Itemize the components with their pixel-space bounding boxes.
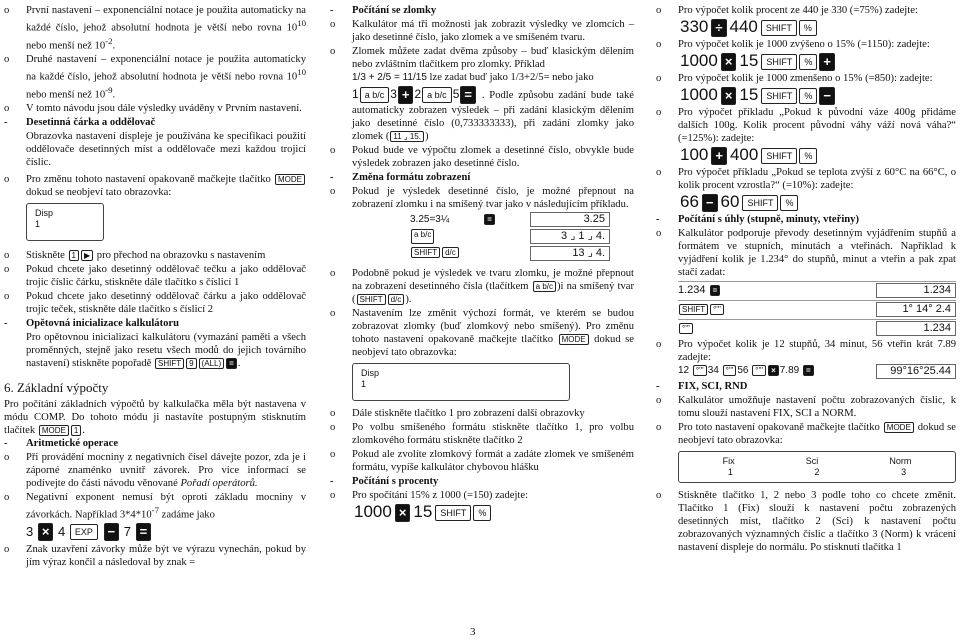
list-item: o Pokud bude ve výpočtu zlomek a desetinné číslo, obvykle bude výsledek zobrazen jako desetinné číslo. [330, 145, 634, 169]
plus-key-icon: + [819, 53, 835, 71]
times-key-icon: × [395, 504, 411, 522]
page-number: 3 [470, 626, 476, 638]
list-item: o Kalkulátor podporuje převody desetinným vyjádřením stupňů a formátem ve stupních, minutách a vteřinách. Například k vyjádření kolik je 1.234° do stupňů, minut a vteřin a pak zpat stačí zadat: [656, 228, 956, 278]
list-item: o Pro výpočet kolik je 1000 zvýšeno o 15% (=1150): zadejte: 1000 × 15 SHIFT % + [656, 38, 956, 71]
section-heading: - Desetinná čárka a oddělovač [4, 117, 156, 129]
percent-key-icon: % [473, 505, 491, 521]
section-heading: - Opětovná inicializace kalkulátoru [4, 318, 180, 330]
shift-key-icon: SHIFT [742, 195, 778, 211]
times-key-icon: × [38, 523, 54, 541]
all-key-icon: (ALL) [199, 358, 225, 369]
shift-key-icon: SHIFT [761, 148, 797, 164]
fraction-display: 11 ⌟ 15. [390, 131, 424, 142]
list-item: o Pokud je výsledek desetinné číslo, je možné přepnout na zobrazení zlomku i na smíšený tvar jako v následujícím příkladu. [330, 186, 634, 210]
dc-key-icon: d/c [442, 247, 459, 258]
list-item: o Při provádění mocniny z negativních čísel dávejte pozor, zda je i záporné znaménko uvnitř závorek. Pro více informací se podívejte do části návodu věnované Pořadí operátorů. [4, 452, 306, 490]
list-item: o Kalkulátor má tři možnosti jak zobrazit výsledky ve zlomcích – jako desetinné číslo, jako zlomek a ve smíšeném tvaru. [330, 19, 634, 43]
lcd-screen [26, 203, 104, 241]
degree-key-icon: °''' [752, 365, 766, 376]
times-key-icon: × [768, 365, 779, 376]
list-item: o V tomto návodu jsou dále výsledky uváděny v Prvním nastavení. [4, 103, 302, 115]
list-item: o Negativní exponent nemusí být oproti základu mocniny v závorkách. Například $3*4*10^{-7}$ zadáme jako 3 × 4 EXP − 7 = [4, 491, 306, 542]
divide-key-icon: ÷ [711, 19, 726, 37]
list-item: o Pro toto nastavení opakovaně mačkejte tlačítko MODE dokud se neobjeví tato obrazovka: [656, 422, 956, 446]
list-item: o Pro výpočet kolik procent ze 440 je 330 (=75%) zadejte: 330 ÷ 440 SHIFT % [656, 4, 956, 37]
minus-key-icon: − [819, 87, 835, 105]
mode-key-icon: MODE [884, 422, 914, 433]
mode-key-icon: MODE [275, 174, 305, 185]
list-item: o Pro spočítání 15% z 1000 (=150) zadejte: 1000 × 15 SHIFT % [330, 489, 634, 522]
list-item: o Znak uzavření závorky může být ve výrazu vynechán, pokud by jím výraz končil a následoval by znak = [4, 543, 306, 568]
equals-key-icon: = [226, 358, 237, 369]
list-item: o Zlomek můžete zadat dvěma způsoby – buď klasickým dělením nebo zvláštním tlačítkem pro zlomky. Příklad 1/3 + 2/5 = 11/15 lze zadat buď jako 1/3+2/5= nebo jako 1 a b/c 3 + 2 a b/c 5 = . Podle způsobu zadání bude také automaticky zobrazen výsledek – při zadání klasickým dělením jako desetinné číslo (0,733333333), při zadání zlomky jako zlomek ( 11 ⌟ 15. ) [330, 46, 634, 142]
lcd-screen: Fix Sci Norm 1 2 3 [678, 451, 956, 483]
key-sequence: 100 + 400 SHIFT % [678, 145, 956, 165]
right-arrow-key-icon: ▶ [81, 250, 93, 261]
key-sequence: 1000 × 15 SHIFT % + [678, 51, 956, 71]
degree-key-icon: °''' [710, 304, 724, 315]
shift-key-icon: SHIFT [155, 358, 184, 369]
chapter-heading: 6. Základní výpočty [4, 380, 109, 396]
degree-key-icon: °''' [693, 365, 707, 376]
key-1-icon: 1 [71, 425, 81, 436]
equals-key-icon: = [803, 365, 814, 376]
example-block: 3.25=3¼ = 3.25 a b/c 3 ⌟ 1 ⌟ 4. SHIFT d/c 13 ⌟ 4. [410, 212, 610, 261]
list-item: o Pokud chcete jako desetinný oddělovač tečku a jako oddělovač trojic číslic čárku, stiskněte dále tlačítko s číslicí 1 [4, 264, 306, 289]
equals-key-icon: = [136, 523, 152, 541]
shift-key-icon: SHIFT [357, 294, 386, 305]
key-sequence: 66 − 60 SHIFT % [678, 192, 956, 212]
angle-row: SHIFT °''' 1° 14° 2.4 [678, 300, 956, 317]
key-9-icon: 9 [186, 358, 196, 369]
minus-key-icon: − [702, 194, 718, 212]
percent-key-icon: % [799, 20, 817, 36]
column-3 [656, 4, 956, 555]
key-1-icon: 1 [69, 250, 79, 261]
percent-key-icon: % [799, 88, 817, 104]
shift-key-icon: SHIFT [679, 304, 708, 315]
angle-row: °''' 1.234 [678, 319, 956, 336]
times-key-icon: × [721, 53, 737, 71]
list-item: o Dále stiskněte tlačítko 1 pro zobrazení další obrazovky [330, 408, 585, 419]
list-item: o Pro výpočet příkladu „Pokud se teplota zvýší z 60°C na 66°C, o kolik procent vzrostla?“ (=10%): zadejte: 66 − 60 SHIFT % [656, 167, 956, 211]
abc-key-icon: a b/c [422, 87, 452, 103]
section-heading: - Aritmetické operace [4, 438, 119, 450]
list-item: o Podobně pokud je výsledek ve tvaru zlomku, je možné přepnout na zobrazení desetinného čísla (tlačítkem a b/c )i na smíšený tvar ( SHIFT d/c ). [330, 268, 634, 305]
percent-key-icon: % [799, 148, 817, 164]
list-item: o Pro změnu tohoto nastavení opakovaně mačkejte tlačítko MODE dokud se neobjeví tato obrazovka: [4, 173, 306, 199]
list-item: o Nastavením lze změnit výchozí formát, ve kterém se budou zobrazovat zlomky (buď zlomkový nebo smíšený). Pro změnu tohoto nastavení opakovaně mačkejte tlačítko MODE dokud se neobjeví tato obrazovka: [330, 308, 634, 358]
section-heading: - Počítání s úhly (stupně, minuty, vteřiny) [656, 214, 859, 225]
key-sequence: 12 °''' 34 °''' 56 °''' × 7.89 = 99°16°25.44 [678, 364, 956, 379]
mode-key-icon: MODE [559, 334, 589, 345]
list-item: o Pokud ale zvolíte zlomkový formát a zadáte zlomek ve smíšeném formátu, vypíše kalkulátor chybovou hlášku [330, 449, 634, 473]
paragraph: Pro opětovnou inicializaci kalkulátoru (vymazání paměti a všech proměnných, stejně jako resetu všech modů do jejich továrního nastavení) stiskněte popořadě SHIFT 9 (ALL) = . [26, 332, 306, 370]
section-heading: - FIX, SCI, RND [656, 381, 748, 392]
shift-key-icon: SHIFT [761, 20, 797, 36]
list-item: o První nastavení – exponenciální notace je použita automaticky na každé číslo, jehož absolutní hodnota je větší nebo rovna $10^{10}$ nebo menší než $10^{-2}$. [4, 5, 306, 52]
abc-key-icon: a b/c [411, 229, 434, 244]
lcd-result: 13 ⌟ 4. [530, 246, 610, 261]
percent-key-icon: % [780, 195, 798, 211]
shift-key-icon: SHIFT [761, 88, 797, 104]
list-item: o Kalkulátor umožňuje nastavení počtu zobrazovaných číslic, k tomu slouží nastavení FIX, SCI a NORM. [656, 395, 956, 419]
abc-key-icon: a b/c [360, 87, 390, 103]
key-sequence: 3 × 4 EXP − 7 = [26, 522, 306, 542]
column-2 [330, 4, 634, 523]
list-item: o Pro výpočet kolik je 12 stupňů, 34 minut, 56 vteřin krát 7.89 zadejte: 12 °''' 34 °''' 56 °''' × 7.89 = 99°16°25.44 [656, 339, 956, 377]
minus-key-icon: − [104, 523, 120, 541]
percent-key-icon: % [799, 54, 817, 70]
key-sequence: 1000 × 15 SHIFT % − [678, 85, 956, 105]
lcd-screen: Disp 1 [352, 363, 570, 401]
key-sequence: 1000 × 15 SHIFT % [352, 502, 634, 522]
equals-key-icon: = [460, 86, 476, 104]
paragraph: Obrazovka nastavení displeje je používána ke specifikaci použití oddělovače desetinných míst a oddělovače mezi každou trojicí číslic. [26, 131, 306, 169]
angle-row: 1.234 = 1.234 [678, 281, 956, 298]
shift-key-icon: SHIFT [435, 505, 471, 521]
section-heading: - Počítání se zlomky [330, 5, 437, 16]
paragraph: Pro počítání základních výpočtů by kalkulačka měla být nastavena v módu COMP. Do tohoto módu ji nastavíte postupným stisknutím tlačítek MODE 1 . [4, 399, 306, 437]
list-item: o Stiskněte tlačítko 1, 2 nebo 3 podle toho co chcete změnit. Tlačítko 1 (Fix) slouží k nastavení počtu zobrazených desetinných míst, tlačítko 2 (Sci) k nastavení počtu zobrazovaných významných číslic a tlačítko 3 (Norm) k vrácení nastavení displeje do normálu. Po stisknutí tlačítka 1 [656, 490, 956, 553]
dc-key-icon: d/c [388, 294, 405, 305]
key-sequence: 1 a b/c 3 + 2 a b/c 5 = [352, 87, 477, 101]
shift-key-icon: SHIFT [761, 54, 797, 70]
mode-key-icon: MODE [39, 425, 69, 436]
section-heading: - Počítání s procenty [330, 476, 439, 487]
lcd-line: Disp [35, 208, 54, 219]
list-item: o Pro výpočet příkladu „Pokud k původní váze 400g přidáme dalších 100g. Kolik procent původní váhy váží nová váha?“ (=125%): zadejte: 100 + 400 SHIFT % [656, 107, 956, 164]
fraction-expression: 1/3 + 2/5 = 11/15 [352, 72, 427, 83]
lcd-line: 1 [35, 219, 41, 230]
equals-key-icon: = [484, 214, 495, 225]
list-item: o Pro výpočet kolik je 1000 zmenšeno o 15% (=850): zadejte: 1000 × 15 SHIFT % − [656, 72, 956, 105]
degree-key-icon: °''' [679, 323, 693, 334]
equals-key-icon: = [710, 285, 721, 296]
list-item: o Druhé nastavení – exponenciální notace je použita automaticky na každé číslo, jehož absolutní hodnota je větší nebo rovna $10^{10}$ nebo menší než $10^{-9}$. [4, 54, 306, 101]
lcd-result: 3.25 [530, 212, 610, 227]
section-heading: - Změna formátu zobrazení [330, 172, 471, 183]
list-item: o Po volbu smíšeného formátu stiskněte tlačítko 1, pro volbu zlomkového formátu stiskněte tlačítko 2 [330, 422, 634, 446]
abc-key-icon: a b/c [533, 281, 556, 292]
column-1 [4, 4, 306, 570]
list-item: o Stiskněte 1 ▶ pro přechod na obrazovku s nastavením [4, 250, 266, 262]
plus-key-icon: + [398, 86, 414, 104]
times-key-icon: × [721, 87, 737, 105]
plus-key-icon: + [711, 147, 727, 165]
exp-key-icon: EXP [70, 524, 98, 540]
degree-key-icon: °''' [723, 365, 737, 376]
shift-key-icon: SHIFT [411, 247, 440, 258]
list-item: o Pokud chcete jako desetinný oddělovač čárku a jako oddělovač trojic teček, stiskněte dále tlačítko s číslicí 2 [4, 291, 306, 316]
key-sequence: 330 ÷ 440 SHIFT % [678, 17, 956, 37]
lcd-result: 3 ⌟ 1 ⌟ 4. [530, 229, 610, 244]
